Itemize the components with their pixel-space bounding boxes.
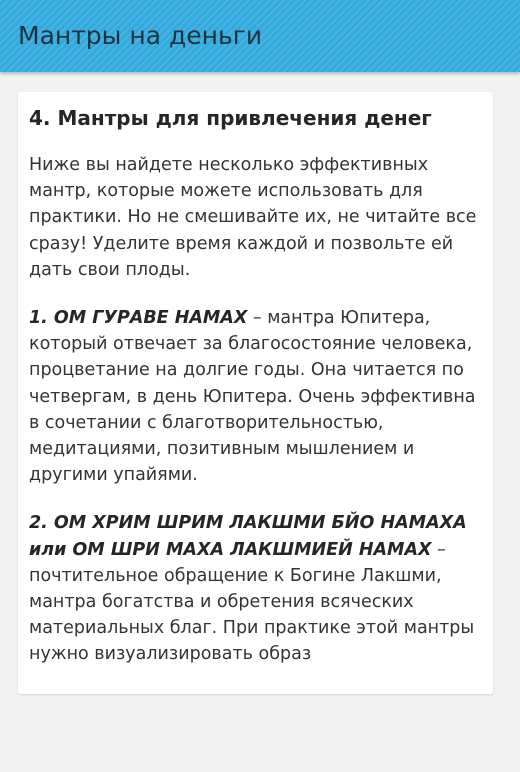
section-heading: 4. Мантры для привлечения денег (29, 106, 432, 130)
intro-paragraph: Ниже вы найдете несколько эффективных мантр, которые можете использовать для практики. Но не смешивайте их, не читайте все сразу! Уделите время каждой и позвольте ей дать свои плоды. (29, 155, 477, 280)
mantra-name-1: 1. ОМ ГУРАВЕ НАМАХ (29, 308, 248, 329)
app-bar (0, 0, 520, 72)
mantra-description-2: – почтительное обращение к Богине Лакшми, мантра богатства и обретения всяческих материальных благ. При практике этой мантры нужно визуализировать образ (29, 539, 475, 665)
mantra-description-1: – мантра Юпитера, который отвечает за благосостояние человека, процветание на долгие годы. Она читается по четвергам, в день Юпитера. Очень эффективна в сочетании с благотворительностью, медитациями, позитивным мышлением и другими упайями. (29, 308, 476, 486)
app-title: Мантры на деньги (18, 21, 263, 50)
mantra-paragraph-1 (29, 305, 483, 488)
mantra-name-2: 2. ОМ ХРИМ ШРИМ ЛАКШМИ БЙО НАМАХА или ОМ ШРИ МАХА ЛАКШМИЕЙ НАМАХ (29, 513, 467, 560)
article-card[interactable] (18, 92, 493, 694)
mantra-paragraph-2 (29, 510, 483, 667)
card-bottom-edge (18, 684, 493, 694)
